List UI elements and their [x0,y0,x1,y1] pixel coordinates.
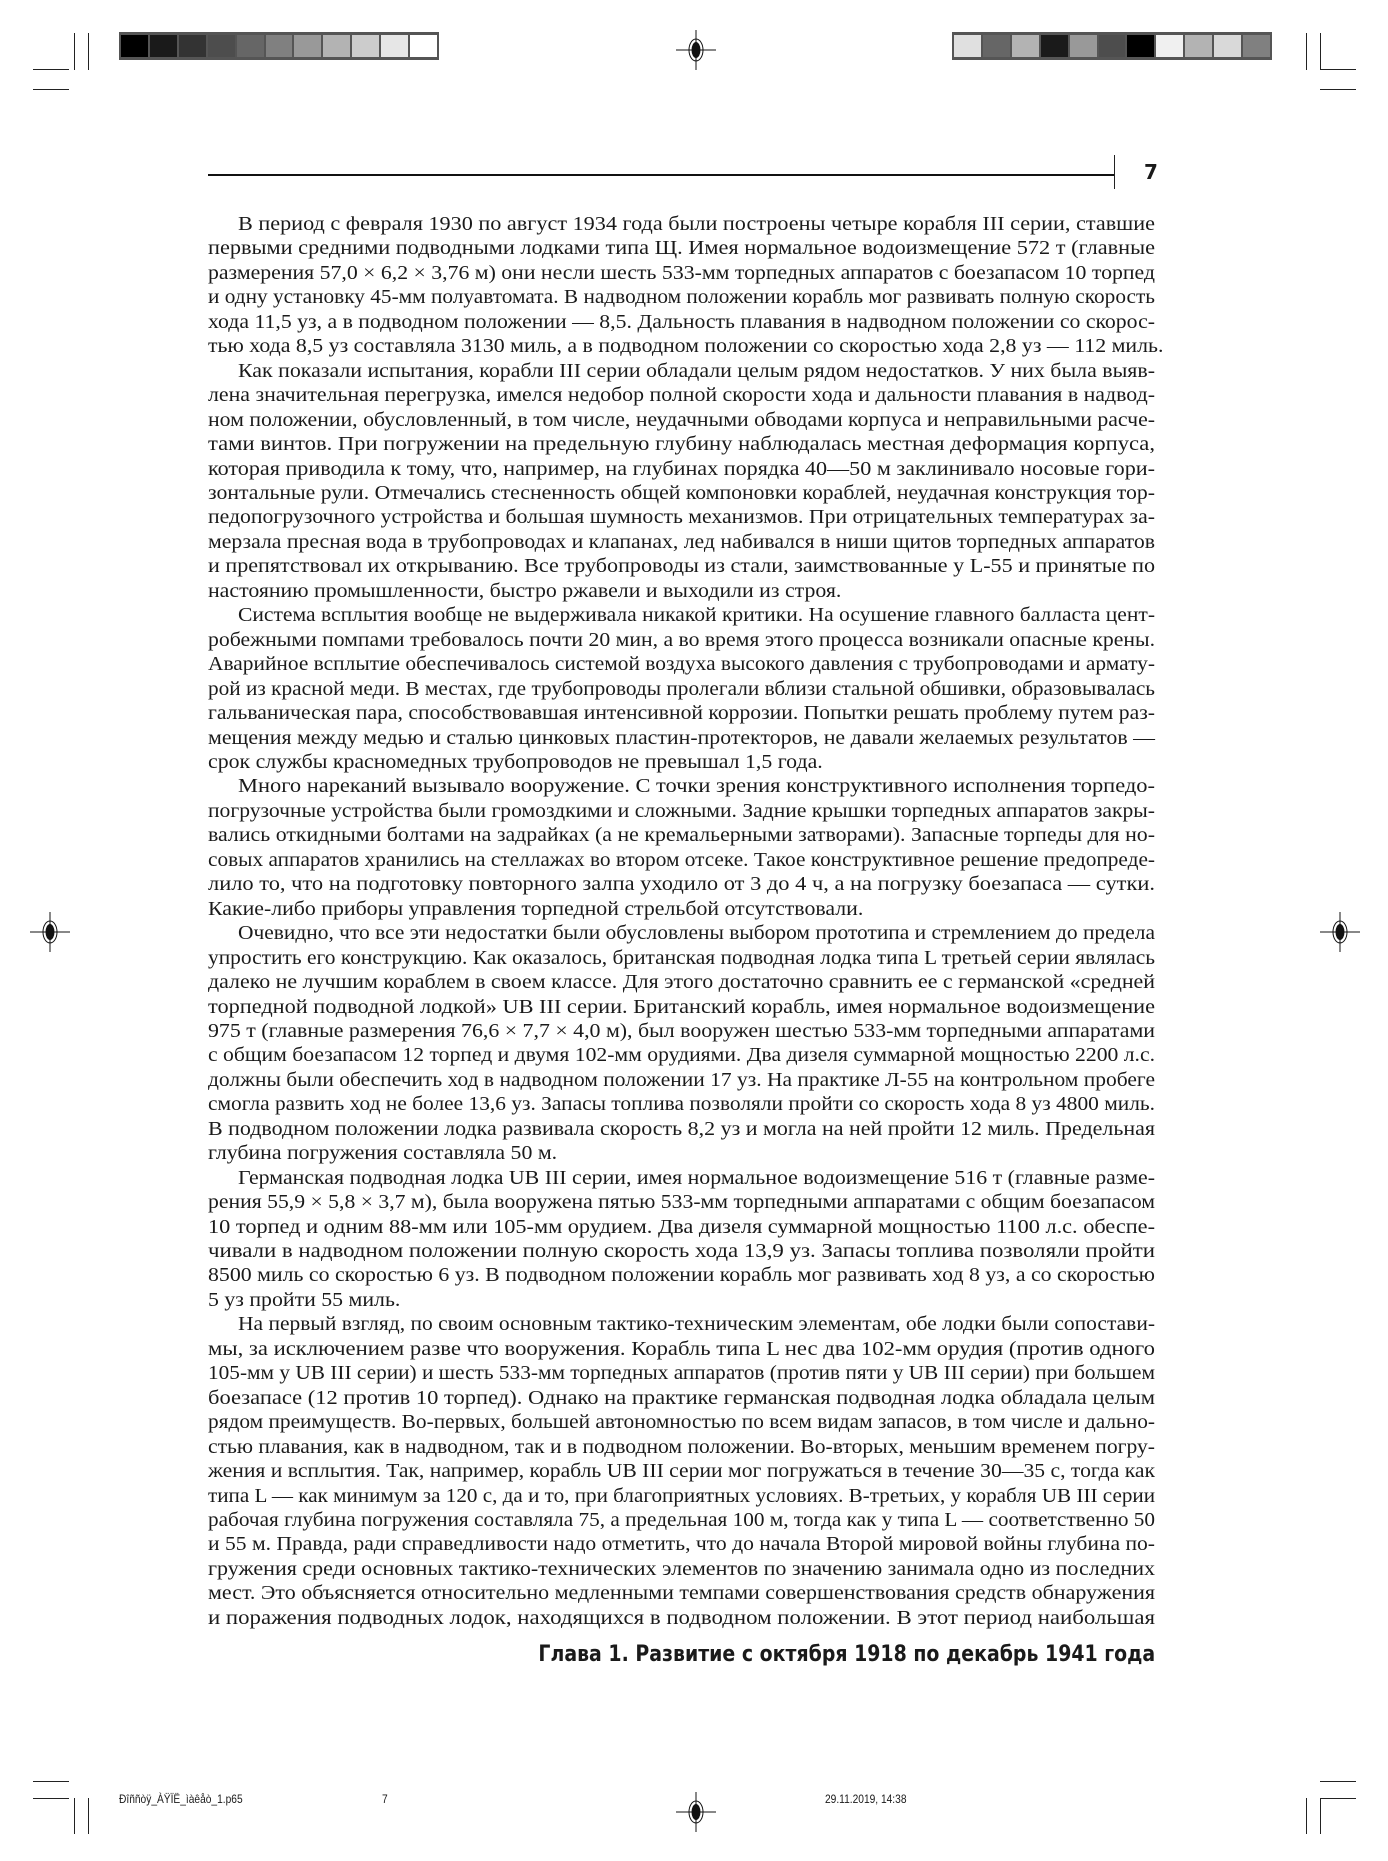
text-line [208,1141,1155,1165]
text-line [208,1337,1155,1361]
color-swatch [179,35,208,57]
text-line-content: ном положении, обусловленный, в том числе, неудачными обводами корпуса и неправильными расче- [208,408,1155,431]
text-line-content: настоянию промышленности, быстро ржавели и выходили из строя. [208,579,842,602]
text-line-content: тью хода 8,5 уз составляла 3130 миль, а в подводном положении со скоростью хода 2,8 уз — 112 миль. [208,335,1164,358]
text-line-content: должны были обеспечить ход в надводном положении 17 уз. На практике Л-55 на контрольном пробеге [208,1068,1155,1091]
text-line [208,1386,1155,1410]
text-line-content: мы, за исключением разве что вооружения. Корабль типа L нес два 102-мм орудия (против одного [208,1337,1155,1360]
color-swatch [1099,35,1128,57]
text-line [208,505,1155,529]
slug-datetime: 29.11.2019, 14:38 [825,1792,907,1806]
text-line-content: размерения 57,0 × 6,2 × 3,76 м) они несли шесть 533-мм торпедных аппаратов с боезапасом 10 торпед [208,261,1155,284]
text-line-content: Очевидно, что все эти недостатки были обусловлены выбором прототипа и стремлением до предела [238,922,1155,945]
color-swatch [237,35,266,57]
text-line-content: упростить его конструкцию. Как оказалось, британская подводная лодка типа L третьей серии являлась [208,946,1155,969]
text-line [208,848,1155,872]
text-line [208,872,1155,896]
text-line-content: погрузочные устройства были громоздкими и сложными. Задние крышки торпедных аппаратов закры- [208,799,1155,822]
paragraph [208,774,1155,921]
text-line-content: гальваническая пара, способствовавшая интенсивной коррозии. Попытки решать проблему путем раз- [208,702,1155,725]
text-line-content: стью плавания, как в надводном, так и в подводном положении. Во-вторых, меньшим временем погру- [208,1435,1155,1458]
text-line-content: Система всплытия вообще не выдерживала никакой критики. На осушение главного балласта цент- [238,604,1155,627]
text-line [208,823,1155,847]
text-line [208,1410,1155,1434]
text-line-content: робежными помпами требовалось почти 20 мин, а во время этого процесса возникали опасные крены. [208,628,1155,651]
paragraph [208,359,1155,604]
text-line-content: жения и всплытия. Так, например, корабль UB III серии мог погружаться в течение 30—35 с, тогда как [208,1460,1155,1483]
text-line [208,1239,1155,1263]
text-line-content: и 55 м. Правда, ради справедливости надо отметить, что до начала Второй мировой войны глубина по- [208,1533,1155,1556]
text-line [208,1484,1155,1508]
text-line [208,701,1155,725]
text-line [208,1435,1155,1459]
text-line-content: гружения среди основных тактико-технических элементов по значению занимала одно из последних [208,1557,1155,1580]
text-line [208,554,1155,578]
paragraph [208,603,1155,774]
text-line-content: далеко не лучшим кораблем в своем классе. Для этого достаточно сравнить ее с германской «средней [208,971,1155,994]
text-line [208,1361,1155,1385]
paragraph [208,212,1164,359]
text-line [208,1263,1155,1287]
text-line-content: На первый взгляд, по своим основным тактико-техническим элементам, обе лодки были сопостави- [238,1313,1155,1336]
text-line-content: с общим боезапасом 12 торпед и двумя 102-мм орудиями. Два дизеля суммарной мощностью 2200 л.с. [208,1044,1155,1067]
text-line-content: хода 11,5 уз, а в подводном положении — 8,5. Дальность плавания в надводном положении со скорос- [208,310,1155,333]
text-line-content: совых аппаратов хранились на стеллажах во втором отсеке. Такое конструктивное решение предопреде- [208,848,1155,871]
text-line-content: вались откидными болтами на задрайках (а не кремальерными затворами). Запасные торпеды для но- [208,824,1155,847]
body-text [208,212,1164,1630]
color-swatch [983,35,1012,57]
text-line-content: торпедной подводной лодкой» UB III серии. Британский корабль, имея нормальное водоизмещение [208,995,1155,1018]
chapter-title-footer: Глава 1. Развитие с октября 1918 по декабрь 1941 года [538,1642,1155,1667]
text-line [208,1606,1155,1630]
text-line-content: Какие-либо приборы управления торпедной стрельбой отсутствовали. [208,897,864,920]
text-line [208,457,1155,481]
text-line [208,603,1155,627]
text-line [208,481,1155,505]
text-line-content: типа L — как минимум за 120 с, да и то, при благоприятных условиях. В-третьих, у корабля UB III серии [208,1484,1155,1507]
text-line [208,774,1155,798]
header-rule [208,174,1114,176]
text-line-content: рядом преимуществ. Во-первых, большей автономностью по всем видам запасов, в том числе и дально- [208,1411,1155,1434]
text-line-content: Аварийное всплытие обеспечивалось системой воздуха высокого давления с трубопроводами и армату- [208,653,1155,676]
text-line [208,946,1155,970]
text-line-content: и препятствовал их открыванию. Все трубопроводы из стали, заимствованные у L-55 и принятые по [208,555,1155,578]
paragraph [208,1166,1155,1313]
color-swatch [352,35,381,57]
text-line-content: Много нареканий вызывало вооружение. С точки зрения конструктивного исполнения торпедо- [238,775,1155,798]
text-line [208,408,1155,432]
text-line [208,1019,1155,1043]
text-line [208,310,1155,334]
text-line-content: срок службы красномедных трубопроводов не превышал 1,5 года. [208,750,823,773]
text-line-content: 8500 миль со скоростью 6 уз. В подводном положении корабль мог развивать ход 8 уз, а со скоростью [208,1264,1155,1287]
slug-filename: Ðîññòÿ_ÀŸÏË_ìàêåò_1.p65 [119,1792,243,1806]
color-swatch [1185,35,1214,57]
text-line-content: и поражения подводных лодок, находящихся в подводном положении. В этот период наибольшая [208,1606,1155,1629]
text-line [208,579,1155,603]
text-line [208,432,1155,456]
text-line [208,921,1155,945]
text-line [208,334,1164,358]
text-line [208,750,1155,774]
color-swatch [410,35,437,57]
color-swatch [1127,35,1156,57]
text-line-content: и одну установку 45-мм полуавтомата. В надводном положении корабль мог развивать полную скорость [208,286,1155,309]
text-line [208,236,1155,260]
color-swatch [954,35,983,57]
page-number: 7 [1144,160,1158,184]
text-line-content: рения 55,9 × 5,8 × 3,7 м), была вооружена пятью 533-мм торпедными аппаратами с общим боезапасом [208,1191,1155,1214]
color-swatch [150,35,179,57]
text-line-content: мерзала пресная вода в трубопроводах и клапанах, лед набивался в ниши щитов торпедных аппаратов [208,530,1155,553]
text-line-content: 975 т (главные размерения 76,6 × 7,7 × 4,0 м), был вооружен шестью 533-мм торпедными аппаратами [208,1019,1155,1042]
registration-mark-icon [30,912,70,952]
text-line-content: 5 уз пройти 55 миль. [208,1288,401,1311]
color-swatch [1214,35,1243,57]
text-line-content: зонтальные рули. Отмечались стесненность общей компоновки кораблей, неудачная конструкция тор- [208,481,1155,504]
color-calibration-bar-right [952,32,1272,60]
text-line [208,261,1155,285]
text-line-content: педопогрузочного устройства и большая шумность механизмов. При отрицательных температурах за- [208,506,1155,529]
text-line [208,359,1155,383]
text-line [208,1288,1155,1312]
color-swatch [1012,35,1041,57]
color-swatch [294,35,323,57]
registration-mark-icon [1320,912,1360,952]
text-line-content: Германская подводная лодка UB III серии, имея нормальное водоизмещение 516 т (главные разме- [238,1166,1155,1189]
text-line [208,1532,1155,1556]
paragraph [208,921,1155,1166]
text-line [208,726,1155,750]
text-line [208,970,1155,994]
text-line-content: мест. Это объясняется относительно медленными темпами совершенствования средств обнаружения [208,1582,1155,1605]
text-line [208,530,1155,554]
text-line [208,677,1155,701]
header-divider [1114,155,1115,189]
color-swatch [266,35,295,57]
text-line [208,1312,1155,1336]
text-line [208,1190,1155,1214]
text-line-content: рабочая глубина погружения составляла 75, а предельная 100 м, тогда как у типа L — соответственно 50 [208,1509,1155,1532]
text-line [208,1166,1155,1190]
text-line-content: чивали в надводном положении полную скорость хода 13,9 уз. Запасы топлива позволяли пройти [208,1240,1155,1263]
text-line [208,1215,1155,1239]
text-line [208,1092,1155,1116]
text-line-content: глубина погружения составляла 50 м. [208,1142,558,1165]
text-line [208,1043,1155,1067]
text-line [208,212,1155,236]
color-swatch [1243,35,1270,57]
color-swatch [1070,35,1099,57]
text-line [208,285,1155,309]
text-line-content: лена значительная перегрузка, имелся недобор полной скорости хода и дальности плавания в надвод- [208,384,1155,407]
color-calibration-bar-left [119,32,439,60]
text-line [208,383,1155,407]
slug-page: 7 [382,1792,388,1806]
text-line-content: боезапасе (12 против 10 торпед). Однако на практике германская подводная лодка обладала целым [208,1386,1155,1409]
text-line-content: которая приводила к тому, что, например, на глубинах порядка 40—50 м заклинивало носовые гори- [208,457,1155,480]
text-line-content: В подводном положении лодка развивала скорость 8,2 уз и могла на ней пройти 12 миль. Предельная [208,1117,1155,1140]
text-line [208,1557,1155,1581]
color-swatch [381,35,410,57]
text-line [208,628,1155,652]
text-line-content: 105-мм у UB III серии) и шесть 533-мм торпедных аппаратов (против пяти у UB III серии) при большем [208,1362,1155,1385]
color-swatch [323,35,352,57]
text-line-content: Как показали испытания, корабли III серии обладали целым рядом недостатков. У них была выяв- [238,359,1155,382]
color-swatch [208,35,237,57]
text-line-content: смогла развить ход не более 13,6 уз. Запасы топлива позволяли пройти со скорость хода 8 уз 4800 миль. [208,1093,1155,1116]
text-line-content: В период с февраля 1930 по август 1934 года были построены четыре корабля III серии, ставшие [238,213,1155,235]
text-line [208,1508,1155,1532]
text-line-content: первыми средними подводными лодками типа Щ. Имея нормальное водоизмещение 572 т (главные [208,237,1155,260]
text-line [208,1117,1155,1141]
text-line-content: 10 торпед и одним 88-мм или 105-мм орудием. Два дизеля суммарной мощностью 1100 л.с. обеспе- [208,1215,1155,1238]
text-line-content: тами винтов. При погружении на предельную глубину наблюдалась местная деформация корпуса, [208,433,1155,456]
color-swatch [1041,35,1070,57]
text-line-content: рой из красной меди. В местах, где трубопроводы пролегали вблизи стальной обшивки, образовывалась [208,677,1155,700]
paragraph [208,1312,1155,1630]
color-swatch [1156,35,1185,57]
text-line [208,995,1155,1019]
text-line [208,1581,1155,1605]
registration-mark-icon [676,30,716,70]
color-swatch [121,35,150,57]
text-line-content: мещения между медью и сталью цинковых пластин-протекторов, не давали желаемых результатов — [208,726,1155,749]
registration-mark-icon [676,1792,716,1832]
text-line [208,897,1155,921]
text-line [208,1068,1155,1092]
text-line [208,652,1155,676]
text-line [208,1459,1155,1483]
text-line [208,799,1155,823]
text-line-content: лило то, что на подготовку повторного залпа уходило от 3 до 4 ч, а на погрузку боезапаса — сутки. [208,873,1155,896]
